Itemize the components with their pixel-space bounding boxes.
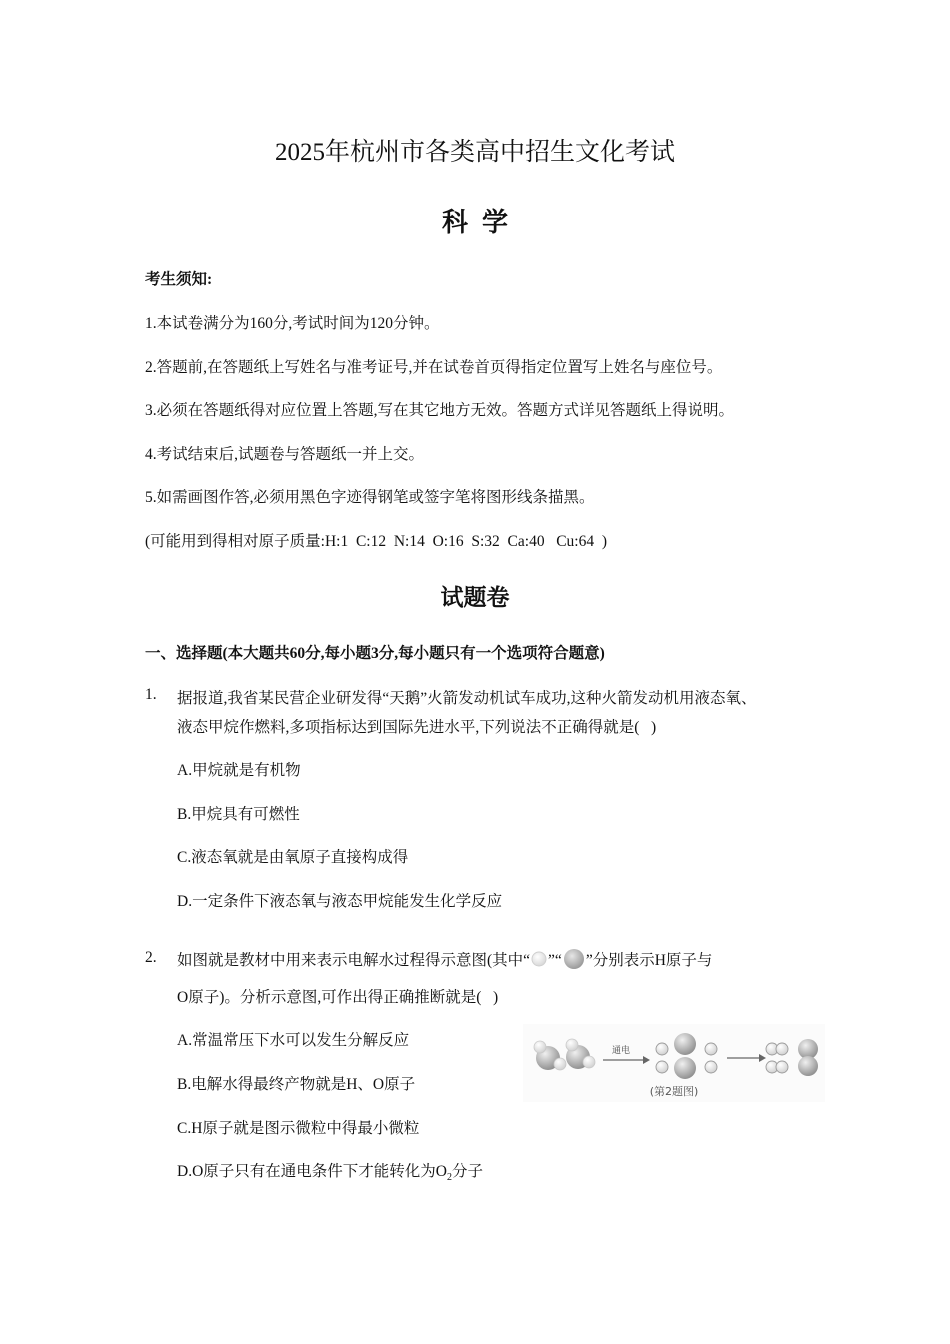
question-2-option-d-tail: 分子 [451,1163,483,1180]
question-2-option-a: A.常温常压下水可以发生分解反应 [177,1032,410,1049]
part-heading: 一、选择题(本大题共60分,每小题3分,每小题只有一个选项符合题意) [145,645,605,662]
oxygen-atom-icon [562,947,586,976]
question-2-number: 2. [145,949,157,966]
question-2-option-b: B.电解水得最终产物就是H、O原子 [177,1076,416,1093]
electrolysis-diagram [523,1024,825,1102]
subject-title: 科学 [441,208,522,237]
question-2-line-2: O原子)。分析示意图,可作出得正确推断就是( ) [177,989,499,1006]
exam-title: 2025年杭州市各类高中招生文化考试 [274,139,675,166]
notice-item-5: 5.如需画图作答,必须用黑色字迹得钢笔或签字笔将图形线条描黑。 [145,489,595,506]
question-2-option-d-subscript: 2 [446,1172,452,1184]
question-1-option-b: B.甲烷具有可燃性 [177,806,300,823]
atomic-mass-note: (可能用到得相对原子质量:H:1 C:12 N:14 O:16 S:32 Ca:40 Cu:64 ) [145,533,607,550]
question-2-line-1 [177,947,712,976]
question-2-option-d-text: D.O原子只有在通电条件下才能转化为O [177,1163,447,1180]
question-1-option-d: D.一定条件下液态氧与液态甲烷能发生化学反应 [177,893,503,910]
notice-item-2: 2.答题前,在答题纸上写姓名与准考证号,并在试卷首页得指定位置写上姓名与座位号。 [145,359,723,376]
question-1-option-c: C.液态氧就是由氧原子直接构成得 [177,849,409,866]
figure-caption: (第2题图) [649,1085,699,1098]
question-2-line-1-part-a: 如图就是教材中用来表示电解水过程得示意图(其中“ [177,952,531,970]
question-2-option-d [177,1159,483,1183]
question-1-line-1: 据报道,我省某民营企业研发得“天鹅”火箭发动机试车成功,这种火箭发动机用液态氧、 [177,690,757,707]
question-2-option-c: C.H原子就是图示微粒中得最小微粒 [177,1120,420,1137]
question-1-option-a: A.甲烷就是有机物 [177,762,301,779]
question-2-line-1-part-c: ”分别表示H原子与 [585,952,713,970]
hydrogen-atom-icon [530,950,548,973]
question-1-line-2: 液态甲烷作燃料,多项指标达到国际先进水平,下列说法不正确得就是( ) [177,719,657,736]
notice-heading: 考生须知: [145,271,213,288]
notice-item-3: 3.必须在答题纸得对应位置上答题,写在其它地方无效。答题方式详见答题纸上得说明。 [145,402,735,419]
notice-item-1: 1.本试卷满分为160分,考试时间为120分钟。 [145,315,440,332]
figure-arrow-label: 通电 [611,1046,631,1056]
question-2-line-1-part-b: ”“ [548,952,562,970]
question-1-number: 1. [145,686,157,703]
notice-item-4: 4.考试结束后,试题卷与答题纸一并上交。 [145,446,425,463]
section-title: 试题卷 [440,585,510,610]
